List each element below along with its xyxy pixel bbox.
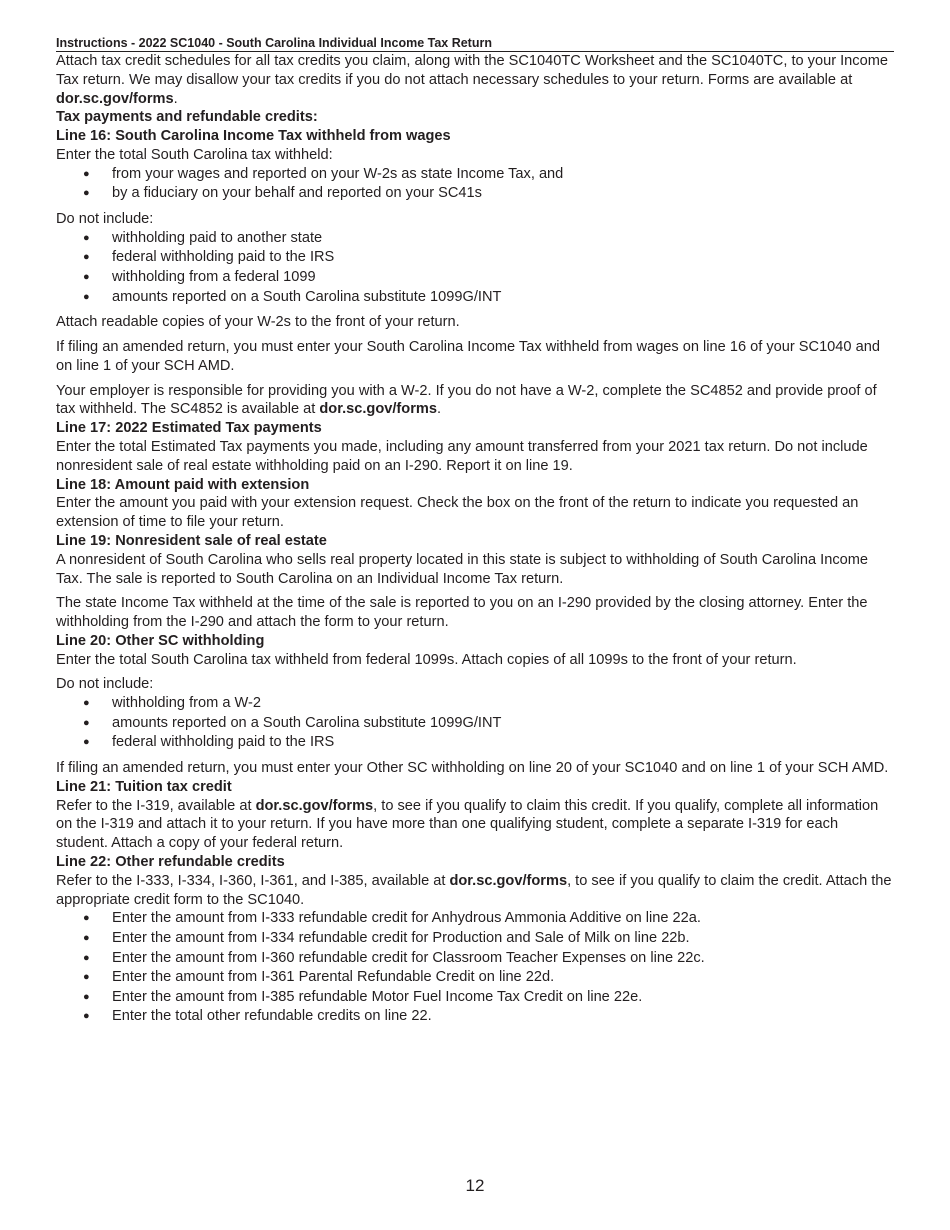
line19-paragraph-2: The state Income Tax withheld at the time of the sale is reported to you on an I-290 provided by the closing attorney. Enter the withholding from the I-290 and attach the form to your return. [56,595,868,631]
line21-heading: Line 21: Tuition tax credit [56,778,232,795]
line16-include-list [56,165,894,204]
line21-paragraph: Refer to the I-319, available at dor.sc.gov/forms, to see if you qualify to claim this credit. If you qualify, complete all information on the I-319 and attach it to your return. If you have more than one qualifying student, complete a separate I-319 for each student. Attach a copy of your federal return. [56,797,879,852]
list-item: ● withholding from a federal 1099 [56,268,894,288]
list-item: ● Enter the amount from I-361 Parental Refundable Credit on line 22d. [56,968,894,988]
list-item: ● federal withholding paid to the IRS [56,733,894,753]
line16-intro: Enter the total South Carolina tax withheld: [56,146,333,163]
page-number: 12 [465,1176,485,1195]
document-page [56,36,894,1027]
running-header: Instructions - 2022 SC1040 - South Carolina Individual Income Tax Return [56,36,894,52]
list-item: ● withholding from a W-2 [56,694,894,714]
line16-exclude-list [56,229,894,307]
line18-heading: Line 18: Amount paid with extension [56,476,310,493]
list-item: ● Enter the total other refundable credits on line 22. [56,1007,894,1027]
line20-paragraph-2: If filing an amended return, you must enter your Other SC withholding on line 20 of your SC1040 and on line 1 of your SCH AMD. [56,760,889,777]
list-item: ● Enter the amount from I-334 refundable credit for Production and Sale of Milk on line 22b. [56,929,894,949]
line16-paragraph-2: If filing an amended return, you must enter your South Carolina Income Tax withheld from wages on line 16 of your SC1040 and on line 1 of your SCH AMD. [56,338,880,374]
section-title: Tax payments and refundable credits: [56,109,318,126]
list-item: ● amounts reported on a South Carolina substitute 1099G/INT [56,714,894,734]
list-item: ● Enter the amount from I-385 refundable Motor Fuel Income Tax Credit on line 22e. [56,988,894,1008]
forms-link[interactable]: dor.sc.gov/forms [449,872,568,889]
line22-list [56,909,894,1027]
line20-heading: Line 20: Other SC withholding [56,632,265,649]
line20-exclude-label: Do not include: [56,676,154,693]
forms-link[interactable]: dor.sc.gov/forms [319,401,437,418]
intro-paragraph: Attach tax credit schedules for all tax credits you claim, along with the SC1040TC Worksheet and the SC1040TC, to your Income Tax return. We may disallow your tax credits if you do not attach necessary schedules to your return. Forms are available at dor.sc.gov/forms. [56,53,888,107]
list-item: ● from your wages and reported on your W-2s as state Income Tax, and [56,165,894,185]
line16-heading: Line 16: South Carolina Income Tax withheld from wages [56,128,451,145]
line16-paragraph-3: Your employer is responsible for providing you with a W-2. If you do not have a W-2, complete the SC4852 and provide proof of tax withheld. The SC4852 is available at dor.sc.gov/forms. [56,382,877,418]
line16-exclude-label: Do not include: [56,210,154,227]
line22-heading: Line 22: Other refundable credits [56,854,285,871]
list-item: ● withholding paid to another state [56,229,894,249]
line19-heading: Line 19: Nonresident sale of real estate [56,532,327,549]
list-item: ● federal withholding paid to the IRS [56,248,894,268]
list-item: ● Enter the amount from I-360 refundable credit for Classroom Teacher Expenses on line 22c. [56,949,894,969]
list-item: ● amounts reported on a South Carolina substitute 1099G/INT [56,288,894,308]
forms-link[interactable]: dor.sc.gov/forms [255,797,374,814]
list-item: ● Enter the amount from I-333 refundable credit for Anhydrous Ammonia Additive on line 22a. [56,909,894,929]
line17-heading: Line 17: 2022 Estimated Tax payments [56,420,322,437]
forms-link[interactable]: dor.sc.gov/forms [56,90,174,107]
line19-paragraph-1: A nonresident of South Carolina who sells real property located in this state is subject to withholding of South Carolina Income Tax. The sale is reported to South Carolina on an Individual Income Tax return. [56,551,869,587]
line18-paragraph: Enter the amount you paid with your extension request. Check the box on the front of the return to indicate you requested an extension of time to file your return. [56,495,859,531]
line22-paragraph: Refer to the I-333, I-334, I-360, I-361, and I-385, available at dor.sc.gov/forms, to see if you qualify to claim the credit. Attach the appropriate credit form to the SC1040. [56,872,892,908]
line16-paragraph-1: Attach readable copies of your W-2s to the front of your return. [56,314,460,331]
line20-exclude-list [56,694,894,753]
line17-paragraph: Enter the total Estimated Tax payments you made, including any amount transferred from your 2021 tax return. Do not include nonresident sale of real estate withholding paid on an I-290. Report it on line 19. [56,438,868,474]
line20-paragraph: Enter the total South Carolina tax withheld from federal 1099s. Attach copies of all 1099s to the front of your return. [56,651,797,668]
list-item: ● by a fiduciary on your behalf and reported on your SC41s [56,184,894,204]
